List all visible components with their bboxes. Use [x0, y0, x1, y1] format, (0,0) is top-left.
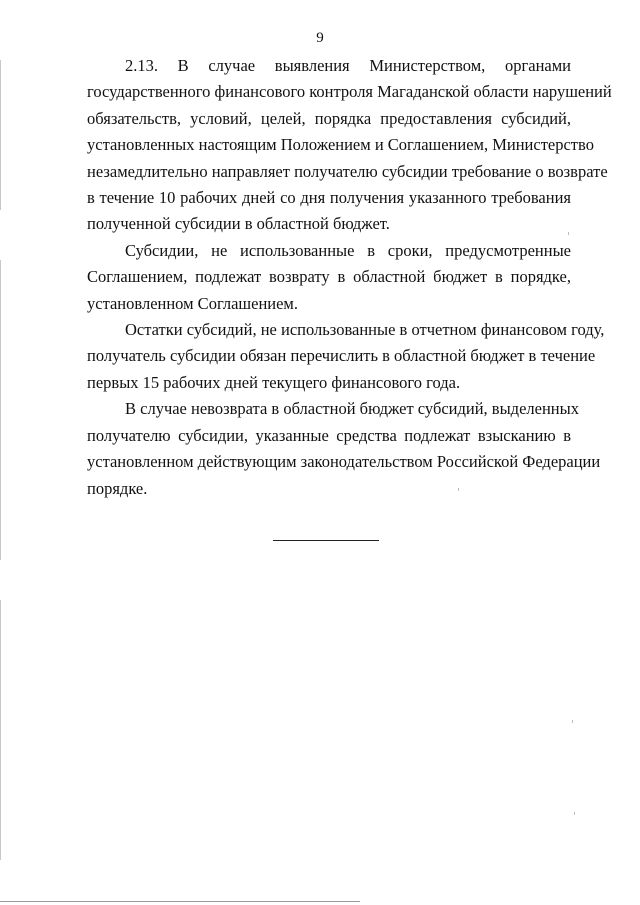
text-line: получатель субсидии обязан перечислить в областной бюджет в течение [87, 346, 596, 366]
text-line: установленном Соглашением. [87, 293, 299, 313]
scan-speck [568, 232, 569, 235]
text-line: обязательств, условий, целей, порядка предоставления субсидий, [87, 108, 571, 128]
text-line: полученной субсидии в областной бюджет. [87, 214, 390, 234]
text-line: Остатки субсидий, не использованные в отчетном финансовом году, [125, 320, 605, 340]
scan-speck [574, 812, 575, 815]
text-line: Субсидии, не использованные в сроки, предусмотренные [125, 240, 571, 260]
text-line: установленных настоящим Положением и Соглашением, Министерство [87, 135, 594, 155]
body-text [87, 53, 612, 502]
text-line: В случае невозврата в областной бюджет субсидий, выделенных [125, 399, 579, 419]
scan-edge-left [0, 600, 1, 860]
text-line: установленном действующим законодательством Российской Федерации [87, 452, 601, 472]
text-line: 2.13. В случае выявления Министерством, органами [125, 56, 571, 75]
text-line: порядке. [87, 478, 148, 498]
scan-speck [458, 488, 459, 491]
scan-edge-left [0, 60, 1, 210]
text-line: незамедлительно направляет получателю субсидии требование о возврате [87, 161, 608, 181]
text-line: в течение 10 рабочих дней со дня получения указанного требования [87, 188, 571, 208]
page-number: 9 [316, 30, 324, 46]
paragraph [87, 53, 612, 238]
paragraph [87, 238, 571, 317]
paragraph [87, 317, 605, 396]
text-line: получателю субсидии, указанные средства подлежат взысканию в [87, 425, 571, 445]
scan-speck [572, 720, 573, 723]
text-line: Соглашением, подлежат возврату в областной бюджет в порядке, [87, 267, 571, 287]
paragraph [87, 396, 601, 502]
end-separator-line [273, 540, 379, 541]
scan-edge-left [0, 260, 1, 560]
text-line: государственного финансового контроля Магаданской области нарушений [87, 82, 612, 102]
text-line: первых 15 рабочих дней текущего финансового года. [87, 372, 461, 392]
scan-edge-bottom [0, 901, 360, 902]
